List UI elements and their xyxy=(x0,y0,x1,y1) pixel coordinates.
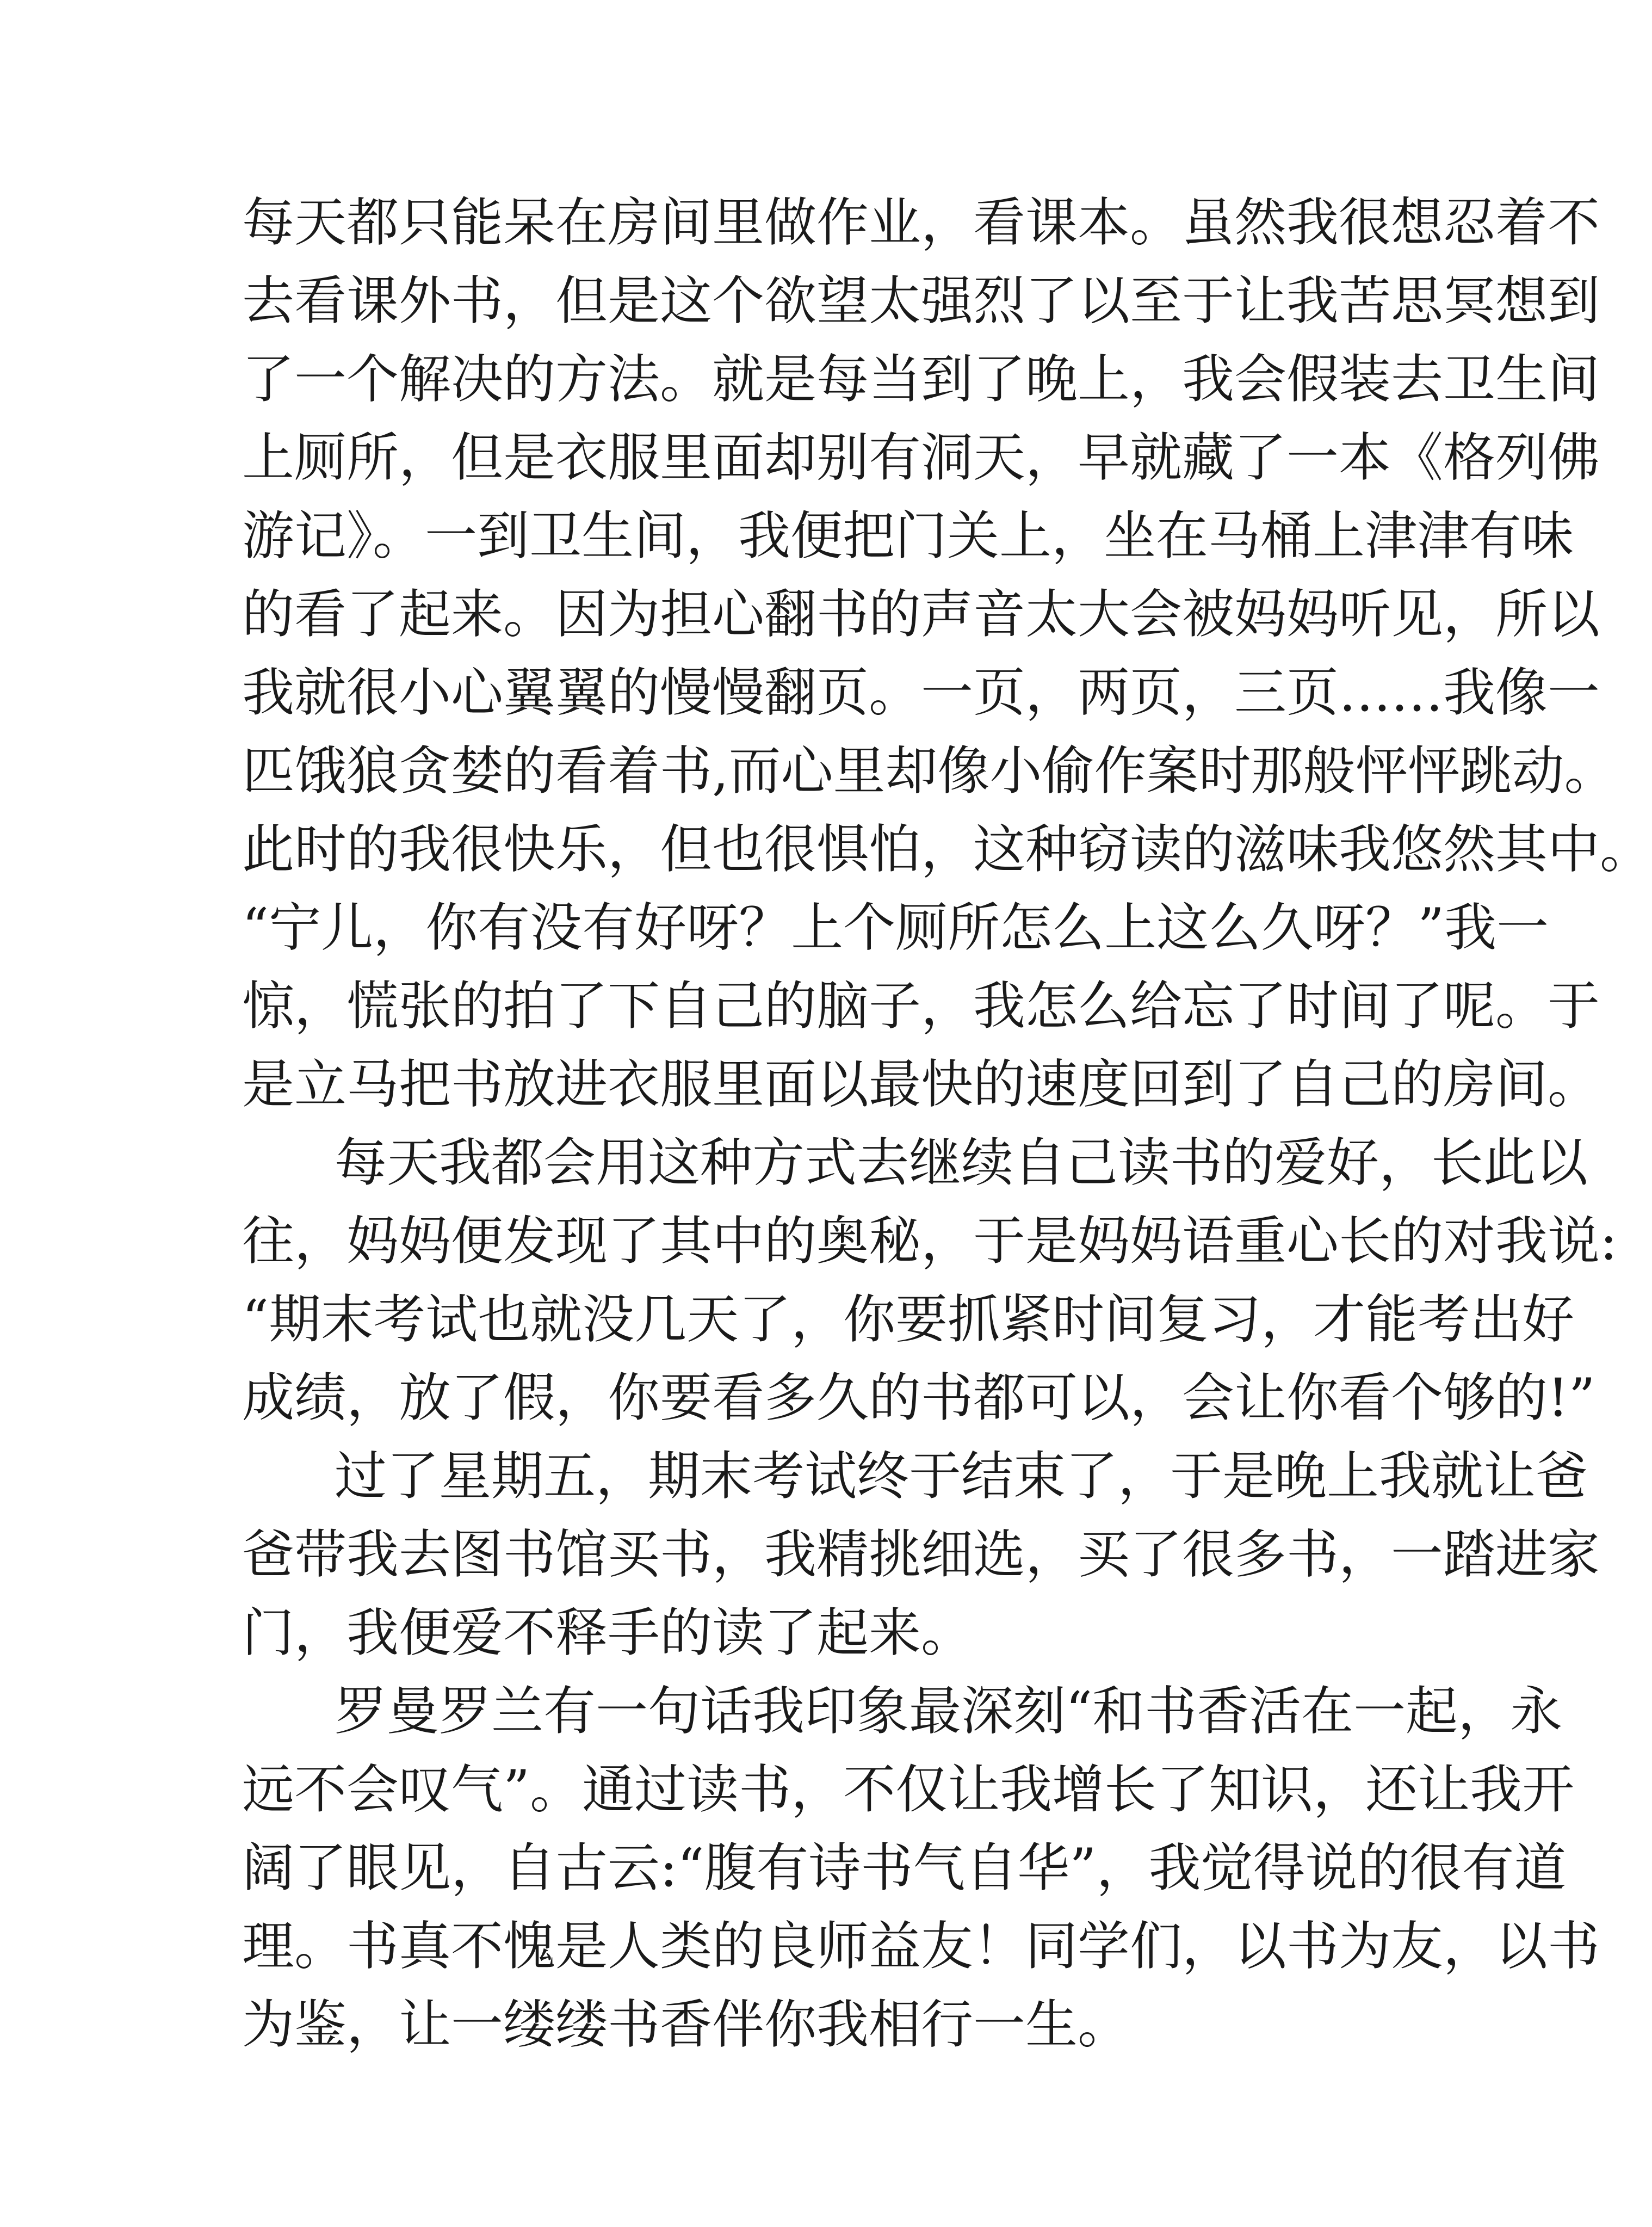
body-text xyxy=(242,183,1652,2064)
text-line: 往，妈妈便发现了其中的奥秘，于是妈妈语重心长的对我说: xyxy=(242,1211,1618,1272)
text-line: 游记》。一到卫生间，我便把门关上，坐在马桶上津津有味 xyxy=(242,505,1574,566)
text-line: 我就很小心翼翼的慢慢翻页。一页，两页，三页……我像一 xyxy=(242,662,1600,723)
text-line: 了一个解决的方法。就是每当到了晚上，我会假装去卫生间 xyxy=(242,349,1600,410)
paragraph-last-line: 门，我便爱不释手的读了起来。 xyxy=(242,1602,973,1663)
paragraph-first-line: 每天我都会用这种方式去继续自己读书的爱好，长此以 xyxy=(335,1132,1588,1193)
text-line: “期末考试也就没几天了，你要抓紧时间复习，才能考出好 xyxy=(242,1289,1575,1350)
text-line: 去看课外书，但是这个欲望太强烈了以至于让我苦思冥想到 xyxy=(242,270,1600,331)
text-line: 上厕所，但是衣服里面却别有洞天，早就藏了一本《格列佛 xyxy=(242,427,1600,488)
text-line: “宁儿，你有没有好呀？上个厕所怎么上这么久呀？”我一 xyxy=(242,897,1549,958)
text-line: 成绩，放了假，你要看多久的书都可以，会让你看个够的!” xyxy=(242,1367,1595,1428)
text-line: 阔了眼见，自古云:“腹有诗书气自华”，我觉得说的很有道 xyxy=(242,1837,1567,1898)
text-line: 此时的我很快乐，但也很惧怕，这种窃读的滋味我悠然其中。 xyxy=(242,819,1652,880)
text-line: 是立马把书放进衣服里面以最快的速度回到了自己的房间。 xyxy=(242,1054,1600,1115)
text-line: 的看了起来。因为担心翻书的声音太大会被妈妈听见，所以 xyxy=(242,584,1600,645)
text-line: 匹饿狼贪婪的看着书,而心里却像小偷作案时那般怦怦跳动。 xyxy=(242,741,1617,801)
paragraph-first-line: 过了星期五，期末考试终于结束了，于是晚上我就让爸 xyxy=(335,1446,1588,1507)
paragraph-last-line: 为鉴，让一缕缕书香伴你我相行一生。 xyxy=(242,1994,1130,2055)
paragraph-first-line: 罗曼罗兰有一句话我印象最深刻“和书香活在一起，永 xyxy=(335,1681,1563,1742)
text-line: 爸带我去图书馆买书，我精挑细选，买了很多书，一踏进家 xyxy=(242,1524,1600,1585)
text-line: 每天都只能呆在房间里做作业，看课本。虽然我很想忍着不 xyxy=(242,192,1600,253)
text-line: 理。书真不愧是人类的良师益友！同学们，以书为友，以书 xyxy=(242,1916,1600,1977)
text-line: 远不会叹气”。通过读书，不仅让我增长了知识，还让我开 xyxy=(242,1759,1575,1820)
text-line: 惊，慌张的拍了下自己的脑子，我怎么给忘了时间了呢。于 xyxy=(242,976,1600,1037)
